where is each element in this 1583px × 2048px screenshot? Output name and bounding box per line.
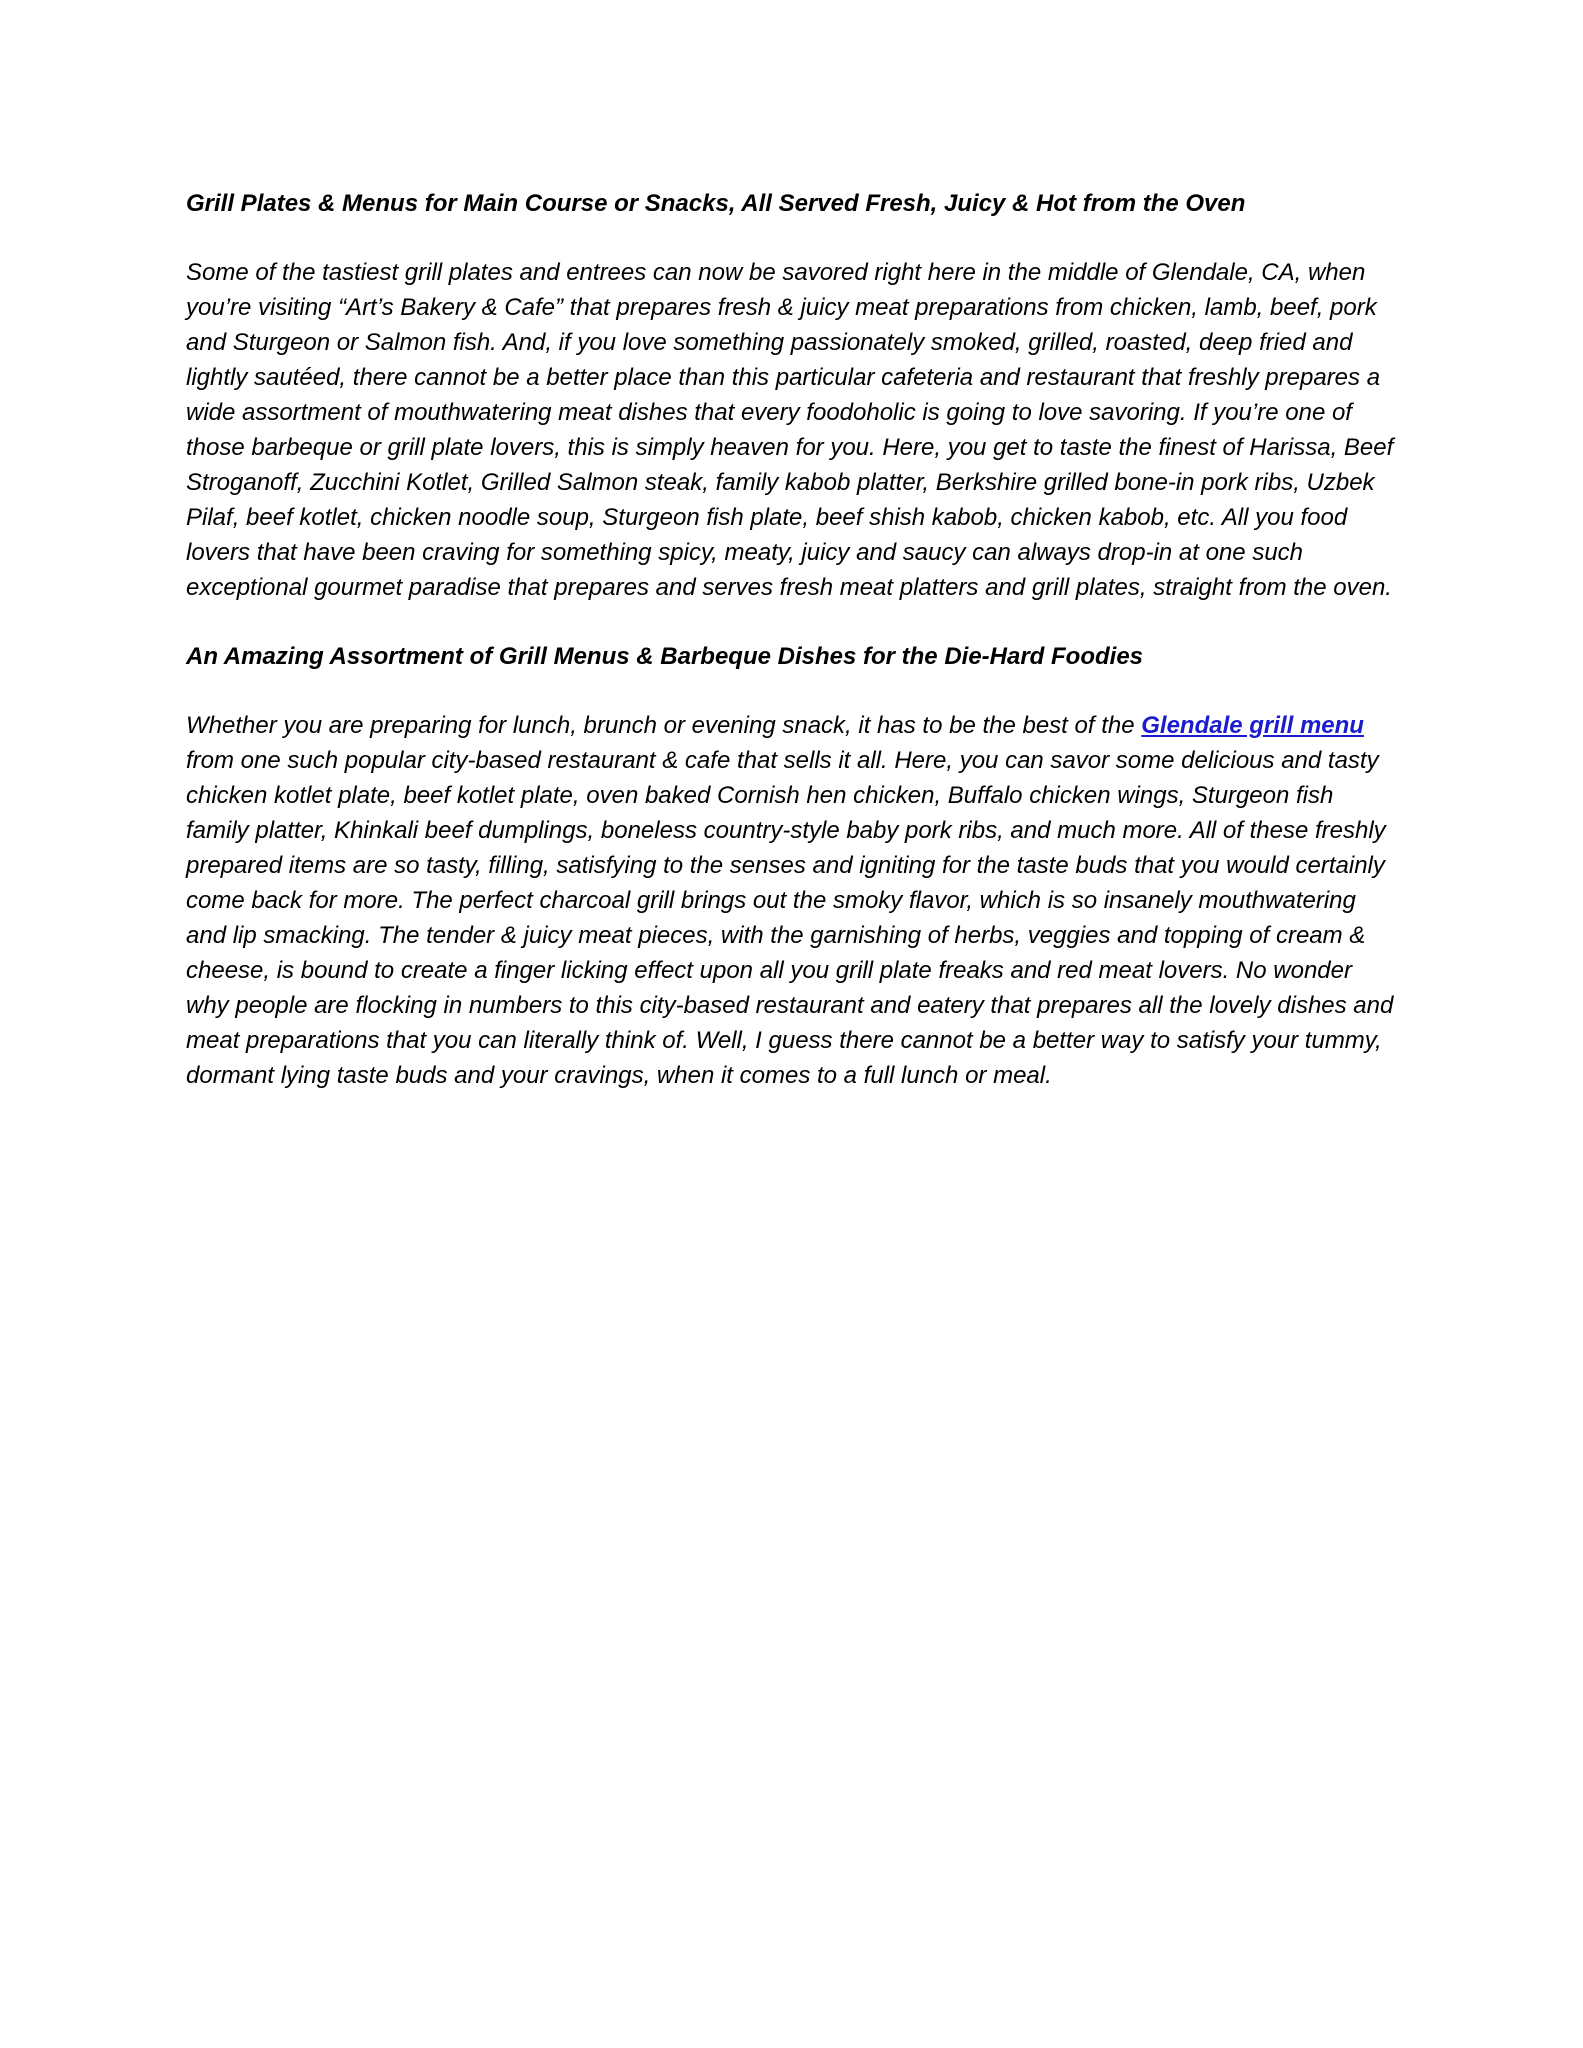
paragraph-text-after-link: from one such popular city-based restaurant & cafe that sells it all. Here, you can savor some delicious and tasty chicken kotlet plate, beef kotlet plate, oven baked Cornish hen chicken, Buffalo chicken wings, Sturgeon fish family platter, Khinkali beef dumplings, boneless country-style baby pork ribs, and much more. All of these freshly prepared items are so tasty, filling, satisfying to the senses and igniting for the taste buds that you would certainly come back for more. The perfect charcoal grill brings out the smoky flavor, which is so insanely mouthwatering and lip smacking. The tender & juicy meat pieces, with the garnishing of herbs, veggies and topping of cream & cheese, is bound to create a finger licking effect upon all you grill plate freaks and red meat lovers. No wonder why people are flocking in numbers to this city-based restaurant and eatery that prepares all the lovely dishes and meat preparations that you can literally think of. Well, I guess there cannot be a better way to satisfy your tummy, dormant lying taste buds and your cravings, when it comes to a full lunch or meal. [186,747,1394,1089]
glendale-grill-menu-link[interactable]: Glendale grill menu [1141,712,1364,739]
paragraph-text-before-link: Whether you are preparing for lunch, brunch or evening snack, it has to be the best of the [186,712,1142,739]
paragraph-grill-menus [186,708,1401,1093]
document-body [186,186,1401,1127]
paragraph-grill-plates: Some of the tastiest grill plates and entrees can now be savored right here in the middle of Glendale, CA, when you’re visiting “Art’s Bakery & Cafe” that prepares fresh & juicy meat preparations from chicken, lamb, beef, pork and Sturgeon or Salmon fish. And, if you love something passionately smoked, grilled, roasted, deep fried and lightly sautéed, there cannot be a better place than this particular cafeteria and restaurant that freshly prepares a wide assortment of mouthwatering meat dishes that every foodoholic is going to love savoring. If you’re one of those barbeque or grill plate lovers, this is simply heaven for you. Here, you get to taste the finest of Harissa, Beef Stroganoff, Zucchini Kotlet, Grilled Salmon steak, family kabob platter, Berkshire grilled bone-in pork ribs, Uzbek Pilaf, beef kotlet, chicken noodle soup, Sturgeon fish plate, beef shish kabob, chicken kabob, etc. All you food lovers that have been craving for something spicy, meaty, juicy and saucy can always drop-in at one such exceptional gourmet paradise that prepares and serves fresh meat platters and grill plates, straight from the oven. [186,259,1394,601]
section-heading-grill-plates: Grill Plates & Menus for Main Course or Snacks, All Served Fresh, Juicy & Hot from the Oven [186,190,1246,217]
section-heading-grill-menus: An Amazing Assortment of Grill Menus & Barbeque Dishes for the Die-Hard Foodies [186,643,1144,670]
